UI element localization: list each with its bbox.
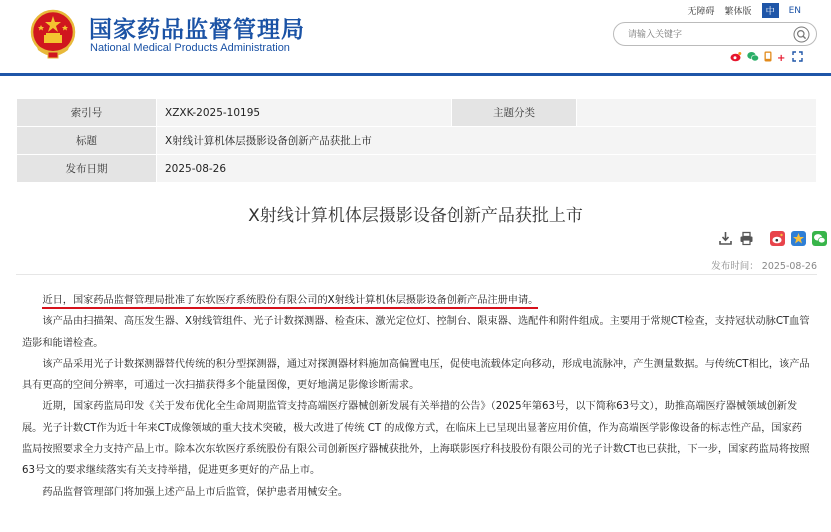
fullscreen-icon[interactable] xyxy=(792,51,803,62)
article-content xyxy=(22,290,812,503)
highlighted-sentence: 近日，国家药品监督管理局批准了东软医疗系统股份有限公司的X射线计算机体层摄影设备创新产品注册申请。 xyxy=(42,295,538,309)
accessibility-link[interactable]: 无障碍 xyxy=(687,7,715,17)
national-emblem-icon[interactable] xyxy=(30,8,76,60)
index-label: 索引号 xyxy=(17,99,157,127)
paragraph-5: 药品监督管理部门将加强上述产品上市后监管，保护患者用械安全。 xyxy=(42,486,349,498)
svg-text:+: + xyxy=(777,53,786,62)
category-label: 主题分类 xyxy=(452,99,577,127)
publish-date-label: 发布时间： xyxy=(711,261,759,272)
social-links xyxy=(730,51,803,62)
article-tools xyxy=(718,231,827,246)
search-input[interactable] xyxy=(628,27,788,42)
category-value xyxy=(577,99,817,127)
paragraph-3: 该产品采用光子计数探测器替代传统的积分型探测器，通过对探测器材料施加高偏置电压，促使电流载体定向移动，形成电流脉冲，产生测量数据。与传统CT相比，该产品具有更高的空间分辨率，可通过一次扫描获得多个能量图像，更好地满足影像诊断需求。 xyxy=(22,358,810,392)
table-row xyxy=(17,99,817,127)
paragraph-2: 该产品由扫描架、高压发生器、X射线管组件、光子计数探测器、检查床、激光定位灯、控制台、限束器、选配件和附件组成。主要用于常规CT检查，支持冠状动脉CT血管造影和能谱检查。 xyxy=(22,316,810,349)
publish-date-value: 2025-08-26 xyxy=(761,261,817,272)
lang-zh-button[interactable]: 中 xyxy=(762,3,779,18)
date-label: 发布日期 xyxy=(17,155,157,183)
article-title: X射线计算机体层摄影设备创新产品获批上市 xyxy=(248,206,583,226)
weibo-icon[interactable] xyxy=(730,51,742,62)
print-icon[interactable] xyxy=(739,231,754,246)
download-icon[interactable] xyxy=(718,231,733,246)
paragraph-1 xyxy=(22,290,812,311)
font-size-icon[interactable] xyxy=(777,51,787,62)
table-row xyxy=(17,155,817,183)
index-value: XZXK-2025-10195 xyxy=(157,99,452,127)
traditional-chinese-link[interactable]: 繁体版 xyxy=(724,7,752,17)
mobile-icon[interactable] xyxy=(764,51,772,62)
search-box xyxy=(613,22,817,46)
wechat-icon[interactable] xyxy=(747,51,759,62)
site-header xyxy=(0,0,831,76)
info-table xyxy=(16,98,817,183)
title-label: 标题 xyxy=(17,127,157,155)
divider xyxy=(16,274,817,275)
lang-en-button[interactable]: EN xyxy=(788,5,801,16)
site-name-cn[interactable]: 国家药品监督管理局 xyxy=(89,17,305,43)
site-name-en[interactable]: National Medical Products Administration xyxy=(90,42,290,54)
paragraph-4: 近期，国家药监局印发《关于发布优化全生命周期监管支持高端医疗器械创新发展有关举措的公告》（2025年第63号，以下简称63号文），助推高端医疗器械领域创新发展。光子计数CT作为近十年来CT成像领域的重大技术突破，极大改进了传统 CT 的成像方式，在临床上已呈现出显著应用价值，作为高端医学影像设备的标志性产品，国家药监局按照要求全力支持产品上市。除本次东软医疗系统股份有限公司创新医疗器械获批外，上海联影医疗科技股份有限公司的光子计数CT也已获批，下一步，国家药监局将按照63号文的要求继续落实有关支持举措，促进更多更好的产品上市。 xyxy=(22,401,810,477)
weibo-icon[interactable] xyxy=(770,231,785,246)
search-icon[interactable] xyxy=(793,26,810,43)
wechat-icon[interactable] xyxy=(812,231,827,246)
table-row xyxy=(17,127,817,155)
publish-date xyxy=(711,258,817,272)
top-links xyxy=(688,3,801,18)
title-value: X射线计算机体层摄影设备创新产品获批上市 xyxy=(157,127,817,155)
favorite-icon[interactable] xyxy=(791,231,806,246)
date-value: 2025-08-26 xyxy=(157,155,817,183)
